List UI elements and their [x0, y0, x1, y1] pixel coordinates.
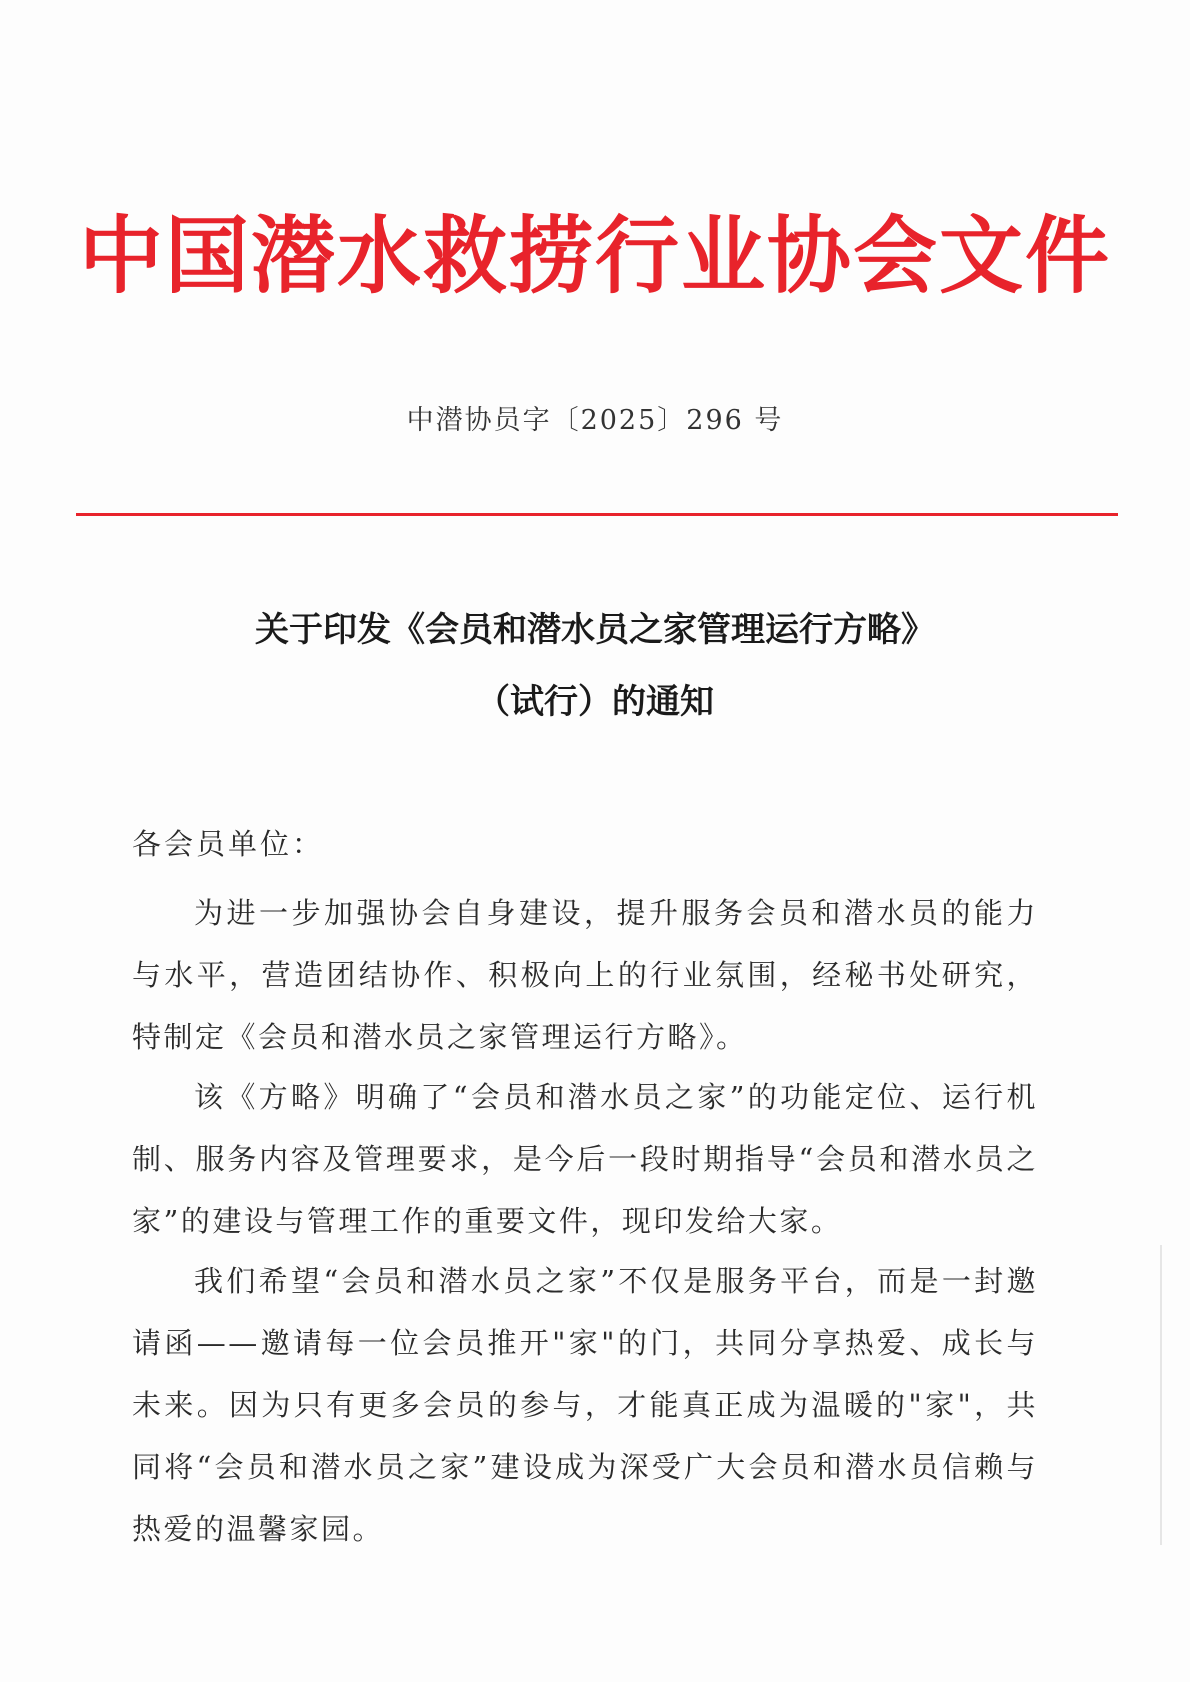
notice-title-line-1: 关于印发《会员和潜水员之家管理运行方略》 [255, 610, 935, 650]
document-number: 中潜协员字〔2025〕296 号 [406, 405, 784, 436]
body-paragraph-3: 我们希望“会员和潜水员之家”不仅是服务平台，而是一封邀请函——邀请每一位会员推开"家"的门，共同分享热爱、成长与未来。因为只有更多会员的参与，才能真正成为温暖的"家"，共同将“会员和潜水员之家”建设成为深受广大会员和潜水员信赖与热爱的温馨家园。 [132, 1264, 1038, 1546]
document-masthead: 中国潜水救捞行业协会文件 [78, 206, 1111, 305]
notice-title-line-2: （试行）的通知 [476, 682, 714, 722]
body-paragraph-2: 该《方略》明确了“会员和潜水员之家”的功能定位、运行机制、服务内容及管理要求，是今后一段时期指导“会员和潜水员之家”的建设与管理工作的重要文件，现印发给大家。 [132, 1080, 1038, 1238]
masthead-divider [76, 513, 1118, 516]
body-paragraph-1: 为进一步加强协会自身建设，提升服务会员和潜水员的能力与水平，营造团结协作、积极向上的行业氛围，经秘书处研究，特制定《会员和潜水员之家管理运行方略》。 [132, 896, 1038, 1054]
scan-edge-line [1160, 1245, 1162, 1545]
salutation: 各会员单位： [132, 827, 325, 861]
